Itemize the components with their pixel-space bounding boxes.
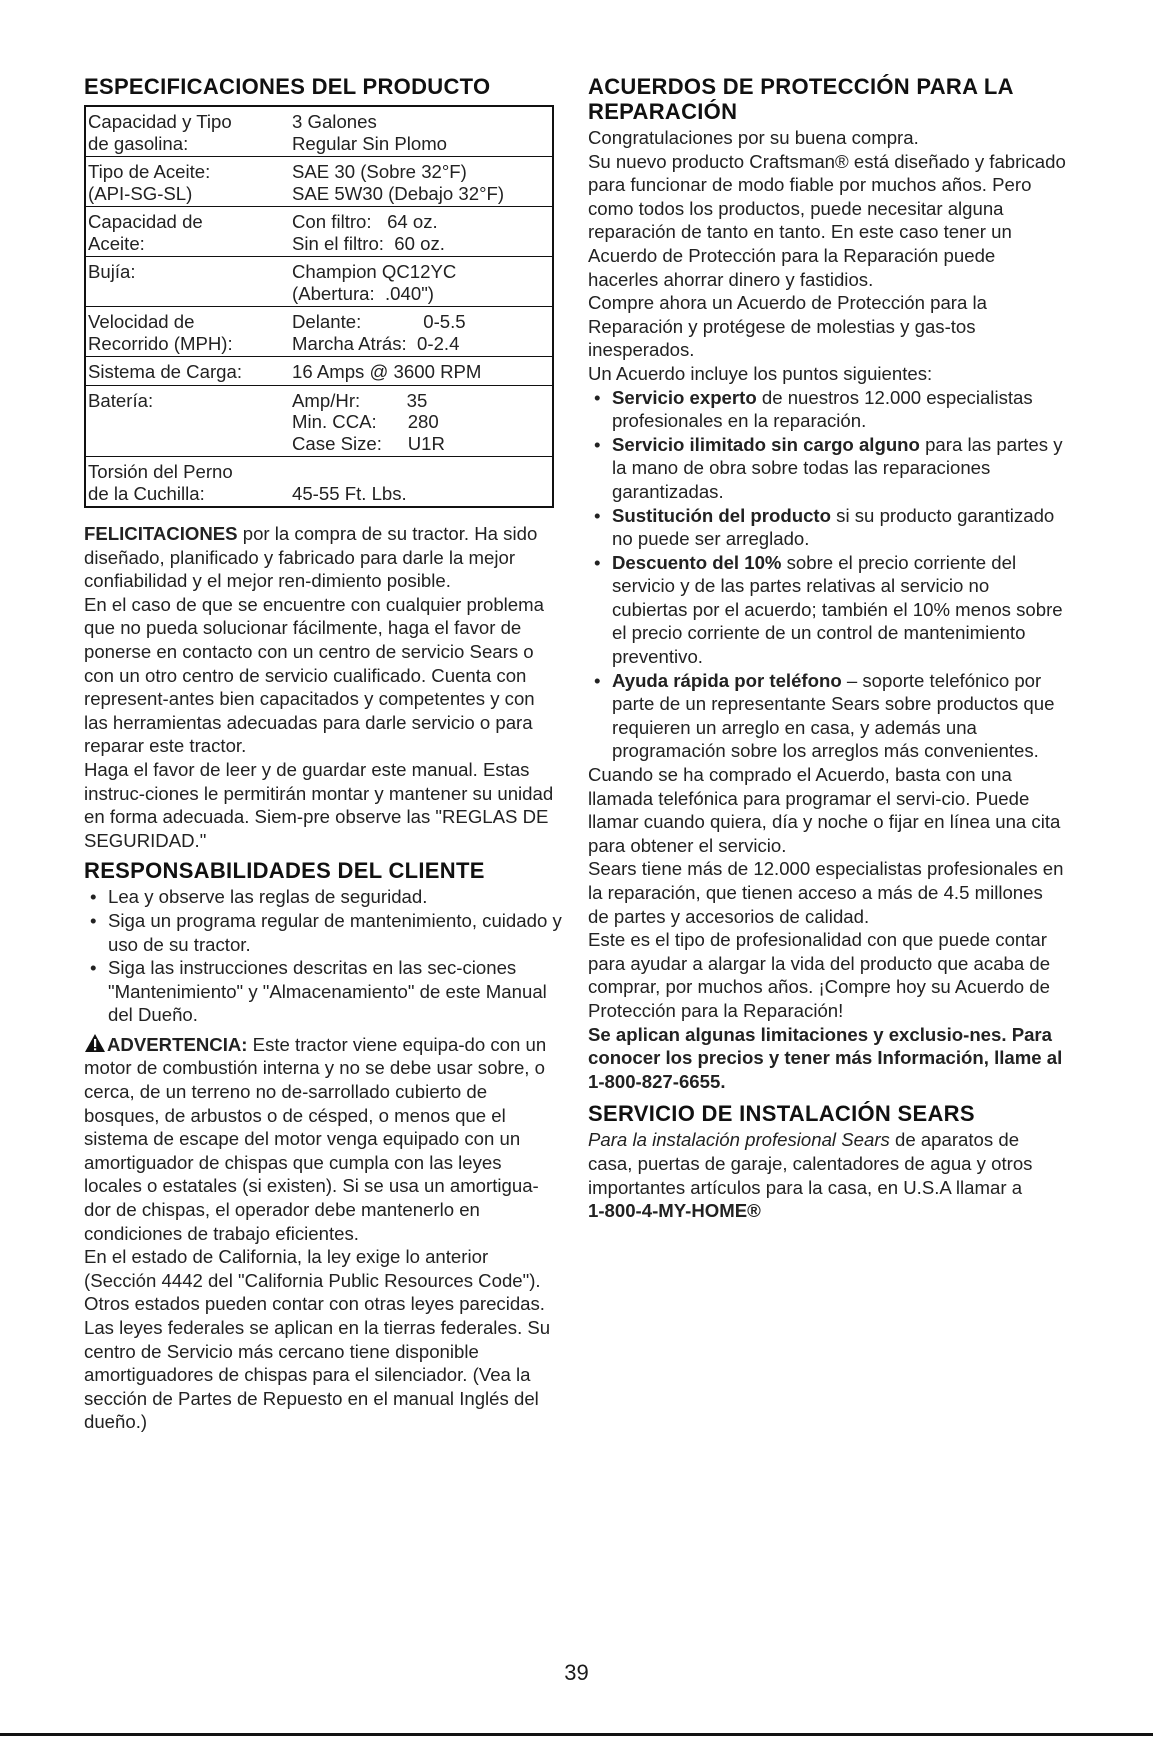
spec-label-line: de la Cuchilla: (88, 482, 205, 504)
spec-row (85, 385, 553, 457)
installation-title: SERVICIO DE INSTALACIÓN SEARS (588, 1101, 975, 1127)
benefit-item (588, 669, 1066, 763)
spec-label-line: de gasolina: (88, 132, 189, 154)
spec-row (85, 207, 553, 257)
intro-paragraph-2: En el caso de que se encuentre con cualquier problema que no pueda solucionar fácilmente, haga el favor de ponerse en contacto con un centro de servicio Sears o con un otro centro de servicio cualificado. Cuenta con represent-antes bien capacitados y competentes y con las herramientas adecuadas para darle servicio o para reparar este tractor. (84, 593, 544, 757)
spec-row (85, 307, 553, 357)
spec-value-line: SAE 30 (Sobre 32°F) (292, 161, 467, 182)
spec-label-line (88, 283, 288, 305)
benefit-title: Ayuda rápida por teléfono (612, 669, 842, 691)
spec-label (85, 385, 290, 457)
benefit-text: para las partes y la mano de obra sobre todas las reparaciones garantizadas. (612, 433, 1063, 502)
spec-label (85, 257, 290, 307)
spec-row (85, 257, 553, 307)
spec-value-line (292, 461, 550, 483)
warning-paragraph (84, 1033, 562, 1245)
benefit-text: sobre el precio corriente del servicio y de las partes relativas al servicio no cubiertas por el acuerdo; también el 10% menos sobre el precio corriente de un control de mantenimiento preventivo. (612, 551, 1063, 668)
spec-label-line: Capacidad de (88, 211, 203, 232)
spec-row (85, 157, 553, 207)
installation-phone: 1-800-4-MY-HOME® (588, 1200, 761, 1222)
responsibility-item: • Lea y observe las reglas de seguridad. (84, 885, 562, 909)
right-column (588, 74, 1066, 1223)
spec-label-line: Velocidad de (88, 311, 195, 332)
protection-title-line-1: ACUERDOS DE PROTECCIÓN PARA LA (588, 74, 1014, 99)
responsibility-item: • Siga un programa regular de mantenimiento, cuidado y uso de su tractor. (84, 909, 562, 956)
spec-label-line (88, 411, 288, 433)
spec-value-line: 45-55 Ft. Lbs. (292, 482, 407, 504)
spec-value-line: Case Size: U1R (292, 432, 445, 454)
spec-label-line: Torsión del Perno (88, 461, 233, 482)
warning-triangle-icon (84, 1033, 106, 1053)
spec-label-line: Capacidad y Tipo (88, 111, 232, 132)
spec-label-line: Aceite: (88, 232, 145, 254)
spec-value (290, 457, 553, 508)
left-column (84, 74, 562, 1434)
spec-label (85, 357, 290, 386)
spec-row (85, 457, 553, 508)
benefit-item (588, 504, 1066, 551)
spec-value-line: 16 Amps @ 3600 RPM (292, 361, 482, 382)
intro-lead: FELICITACIONES (84, 523, 238, 544)
benefit-text: – soporte telefónico por parte de un representante Sears sobre productos que requieren un arreglo en casa, y además una programación sobre los arreglos más convenientes. (612, 669, 1055, 762)
spec-value-line: Delante: 0-5.5 (292, 311, 466, 332)
benefit-item (588, 551, 1066, 669)
spec-row (85, 357, 553, 386)
responsibilities-title: RESPONSABILIDADES DEL CLIENTE (84, 858, 485, 884)
specs-table (84, 105, 554, 508)
spec-value (290, 257, 553, 307)
protection-title-line-2: REPARACIÓN (588, 99, 738, 124)
spec-value-line: 3 Galones (292, 111, 377, 132)
spec-value (290, 357, 553, 386)
protection-paragraph-7: Este es el tipo de profesionalidad con que puede contar para ayudar a alargar la vida del producto que acaba de comprar, por muchos años. ¡Compre hoy su Acuerdo de Protección para la Reparación! (588, 929, 1051, 1021)
protection-benefits-list (588, 386, 1066, 764)
intro-paragraph-3: Haga el favor de leer y de guardar este manual. Estas instruc-ciones le permitirán montar y mantener su unidad en forma adecuada. Siem-pre observe las "REGLAS DE SEGURIDAD." (84, 758, 554, 851)
spec-row (85, 106, 553, 157)
spec-value-line: Regular Sin Plomo (292, 132, 448, 154)
spec-label (85, 157, 290, 207)
protection-limitations: Se aplican algunas limitaciones y exclusio-nes. Para conocer los precios y tener más Información, llame al 1-800-827-6655. (588, 1023, 1063, 1092)
intro-text-1: por la compra de su tractor. Ha sido diseñado, planificado y fabricado para darle la mejor confiabilidad y el mejor ren-dimiento posible. (84, 523, 538, 592)
benefit-text: de nuestros 12.000 especialistas profesionales en la reparación. (612, 386, 1033, 432)
benefit-item (588, 433, 1066, 504)
spec-label-line: Recorrido (MPH): (88, 332, 233, 354)
spec-label (85, 207, 290, 257)
spec-value (290, 385, 553, 457)
spec-value-line: SAE 5W30 (Debajo 32°F) (292, 182, 505, 204)
spec-value-line: Min. CCA: 280 (292, 411, 439, 432)
protection-title (588, 74, 1066, 124)
spec-value-line: Marcha Atrás: 0-2.4 (292, 332, 460, 354)
warning-label: ADVERTENCIA: (107, 1033, 248, 1055)
spec-label-line: Batería: (88, 389, 154, 411)
benefit-title: Sustitución del producto (612, 504, 831, 526)
spec-label-line: Sistema de Carga: (88, 361, 242, 382)
protection-paragraph-4: Un Acuerdo incluye los puntos siguientes: (588, 362, 933, 384)
protection-paragraph-5: Cuando se ha comprado el Acuerdo, basta con una llamada telefónica para programar el servi-cio. Puede llamar cuando quiera, día y noche o fijar en línea una cita para obtener el servicio. (588, 764, 1061, 856)
spec-value-line: Con filtro: 64 oz. (292, 211, 438, 232)
bottom-rule (0, 1733, 1153, 1736)
protection-paragraph-1: Congratulaciones por su buena compra. (588, 127, 919, 148)
benefit-text: si su producto garantizado no puede ser arreglado. (612, 504, 1055, 550)
benefit-item (588, 386, 1066, 433)
installation-italic: Para la instalación profesional Sears (588, 1129, 890, 1151)
spec-value (290, 157, 553, 207)
benefit-title: Descuento del 10% (612, 551, 782, 573)
benefit-title: Servicio ilimitado sin cargo alguno (612, 433, 920, 455)
spec-value (290, 106, 553, 157)
installation-text: de aparatos de casa, puertas de garaje, calentadores de agua y otros importantes artículos para la casa, en U.S.A llamar a (588, 1129, 1033, 1198)
spec-value-line: (Abertura: .040") (292, 282, 434, 304)
spec-label-line (88, 433, 288, 455)
spec-label-line: Tipo de Aceite: (88, 161, 211, 182)
spec-label-line: Bujía: (88, 261, 136, 282)
spec-value-line: Champion QC12YC (292, 261, 457, 282)
warning-text-1: Este tractor viene equipa-do con un motor de combustión interna y no se debe usar sobre, o cerca, de un terreno no de-sarrollado cubierto de bosques, de arbustos o de césped, o menos que el sistema de escape del motor venga equipado con un amortiguador de chispas que cumpla con las leyes locales o estatales (si existen). Si se usa un amortigua-dor de chispas, el operador debe mantenerlo en condiciones de trabajo eficientes. (84, 1033, 547, 1244)
protection-paragraph-2: Su nuevo producto Craftsman® está diseñado y fabricado para funcionar de modo fiable por muchos años. Pero como todos los productos, puede necesitar alguna reparación de tanto en tanto. En este caso tener un Acuerdo de Protección para la Reparación puede hacerles ahorrar dinero y fastidios. (588, 150, 1066, 290)
spec-value (290, 207, 553, 257)
spec-label (85, 307, 290, 357)
installation-paragraph (588, 1128, 1066, 1199)
specs-title: ESPECIFICACIONES DEL PRODUCTO (84, 74, 491, 99)
page-number: 39 (564, 1660, 589, 1685)
spec-label-line: (API-SG-SL) (88, 182, 193, 204)
intro-paragraph-1 (84, 522, 562, 593)
spec-value-line: Sin el filtro: 60 oz. (292, 232, 445, 254)
protection-paragraph-3: Compre ahora un Acuerdo de Protección para la Reparación y protégese de molestias y gas-tos inesperados. (588, 292, 987, 361)
spec-label (85, 457, 290, 508)
protection-paragraph-6: Sears tiene más de 12.000 especialistas profesionales en la reparación, que tienen acceso a más de 4.5 millones de partes y accesorios de calidad. (588, 858, 1064, 927)
spec-label (85, 106, 290, 157)
benefit-title: Servicio experto (612, 386, 757, 408)
responsibilities-list (84, 885, 562, 1027)
spec-value (290, 307, 553, 357)
warning-paragraph-2: En el estado de California, la ley exige lo anterior (Sección 4442 del "California Public Resources Code"). Otros estados pueden contar con otras leyes parecidas. Las leyes federales se aplican en la tierras federales. Su centro de Servicio más cercano tiene disponible amortiguadores de chispas para el silenciador. (Vea la sección de Partes de Repuesto en el manual Inglés del dueño.) (84, 1246, 551, 1433)
responsibility-item: • Siga las instrucciones descritas en las sec-ciones "Mantenimiento" y "Almacenamiento" de este Manual del Dueño. (84, 956, 562, 1027)
spec-value-line: Amp/Hr: 35 (292, 389, 428, 411)
